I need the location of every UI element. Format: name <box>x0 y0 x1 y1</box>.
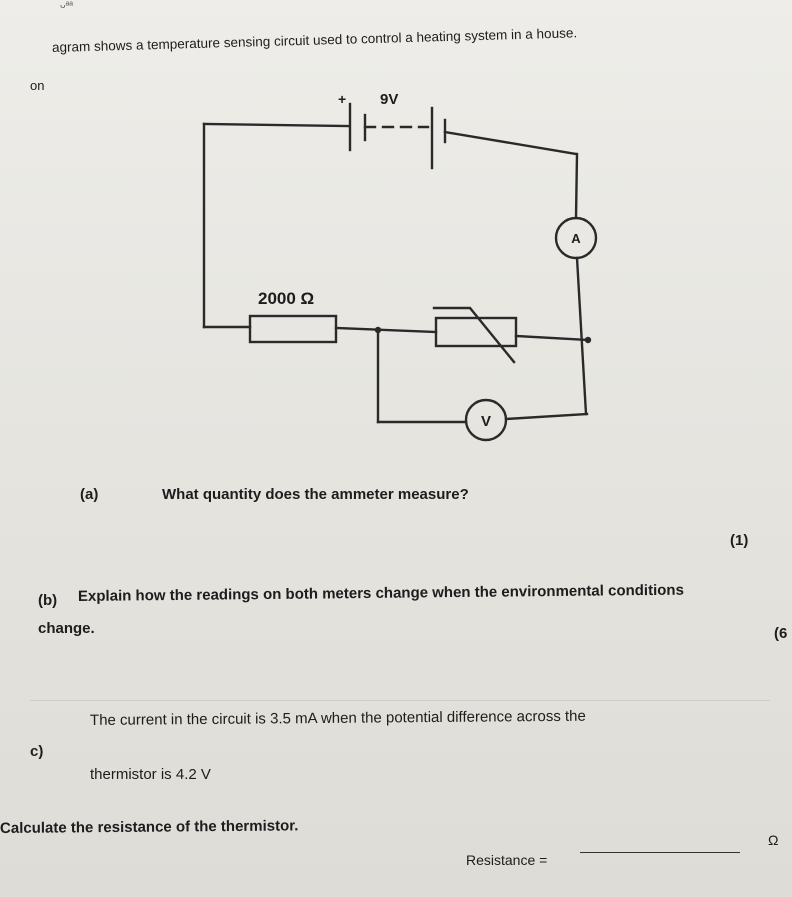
question-c-text-line3: Calculate the resistance of the thermistor. <box>0 817 299 837</box>
resistance-answer-unit: Ω <box>768 832 779 848</box>
question-a-text: What quantity does the ammeter measure? <box>162 486 469 503</box>
wire-right-lower <box>577 258 586 414</box>
question-b-label: (b) <box>38 592 58 609</box>
answer-rule-b <box>30 700 770 701</box>
ammeter-label: A <box>571 231 581 246</box>
question-b-text-line2: change. <box>38 620 95 637</box>
resistance-answer-label: Resistance = <box>466 852 548 868</box>
question-c-text-line1: The current in the circuit is 3.5 mA when the potential difference across the <box>89 707 586 729</box>
question-a-marks: (1) <box>730 532 749 549</box>
corner-mark: ᴗᵃᵃ <box>60 0 74 11</box>
question-c-text-line2: thermistor is 4.2 V <box>90 766 211 783</box>
thermistor-body <box>436 318 516 346</box>
question-b-marks: (6 <box>774 625 788 642</box>
wire-top-left <box>204 124 348 126</box>
resistor-value-label: 2000 Ω <box>258 289 315 308</box>
junction-right <box>585 337 591 343</box>
wire-thermistor-right <box>516 336 588 340</box>
battery-voltage-label: 9V <box>380 91 399 108</box>
voltmeter-label: V <box>480 413 492 430</box>
thermistor-line <box>434 308 514 362</box>
question-a-label: (a) <box>80 486 99 503</box>
resistance-answer-line[interactable] <box>580 852 740 853</box>
fixed-resistor <box>250 316 336 342</box>
margin-note: on <box>30 78 45 93</box>
junction-left <box>375 327 381 333</box>
wire-resistor-to-thermistor <box>336 328 436 332</box>
wire-voltmeter-bottom-right <box>506 414 587 419</box>
wire-top-right <box>445 132 576 154</box>
battery-polarity-label: + <box>338 91 347 107</box>
question-c-label: c) <box>30 743 44 760</box>
question-b-text-line1: Explain how the readings on both meters change when the environmental conditions <box>77 581 684 605</box>
intro-text: agram shows a temperature sensing circuit used to control a heating system in a house. <box>51 25 578 55</box>
wire-right-upper <box>576 154 577 218</box>
